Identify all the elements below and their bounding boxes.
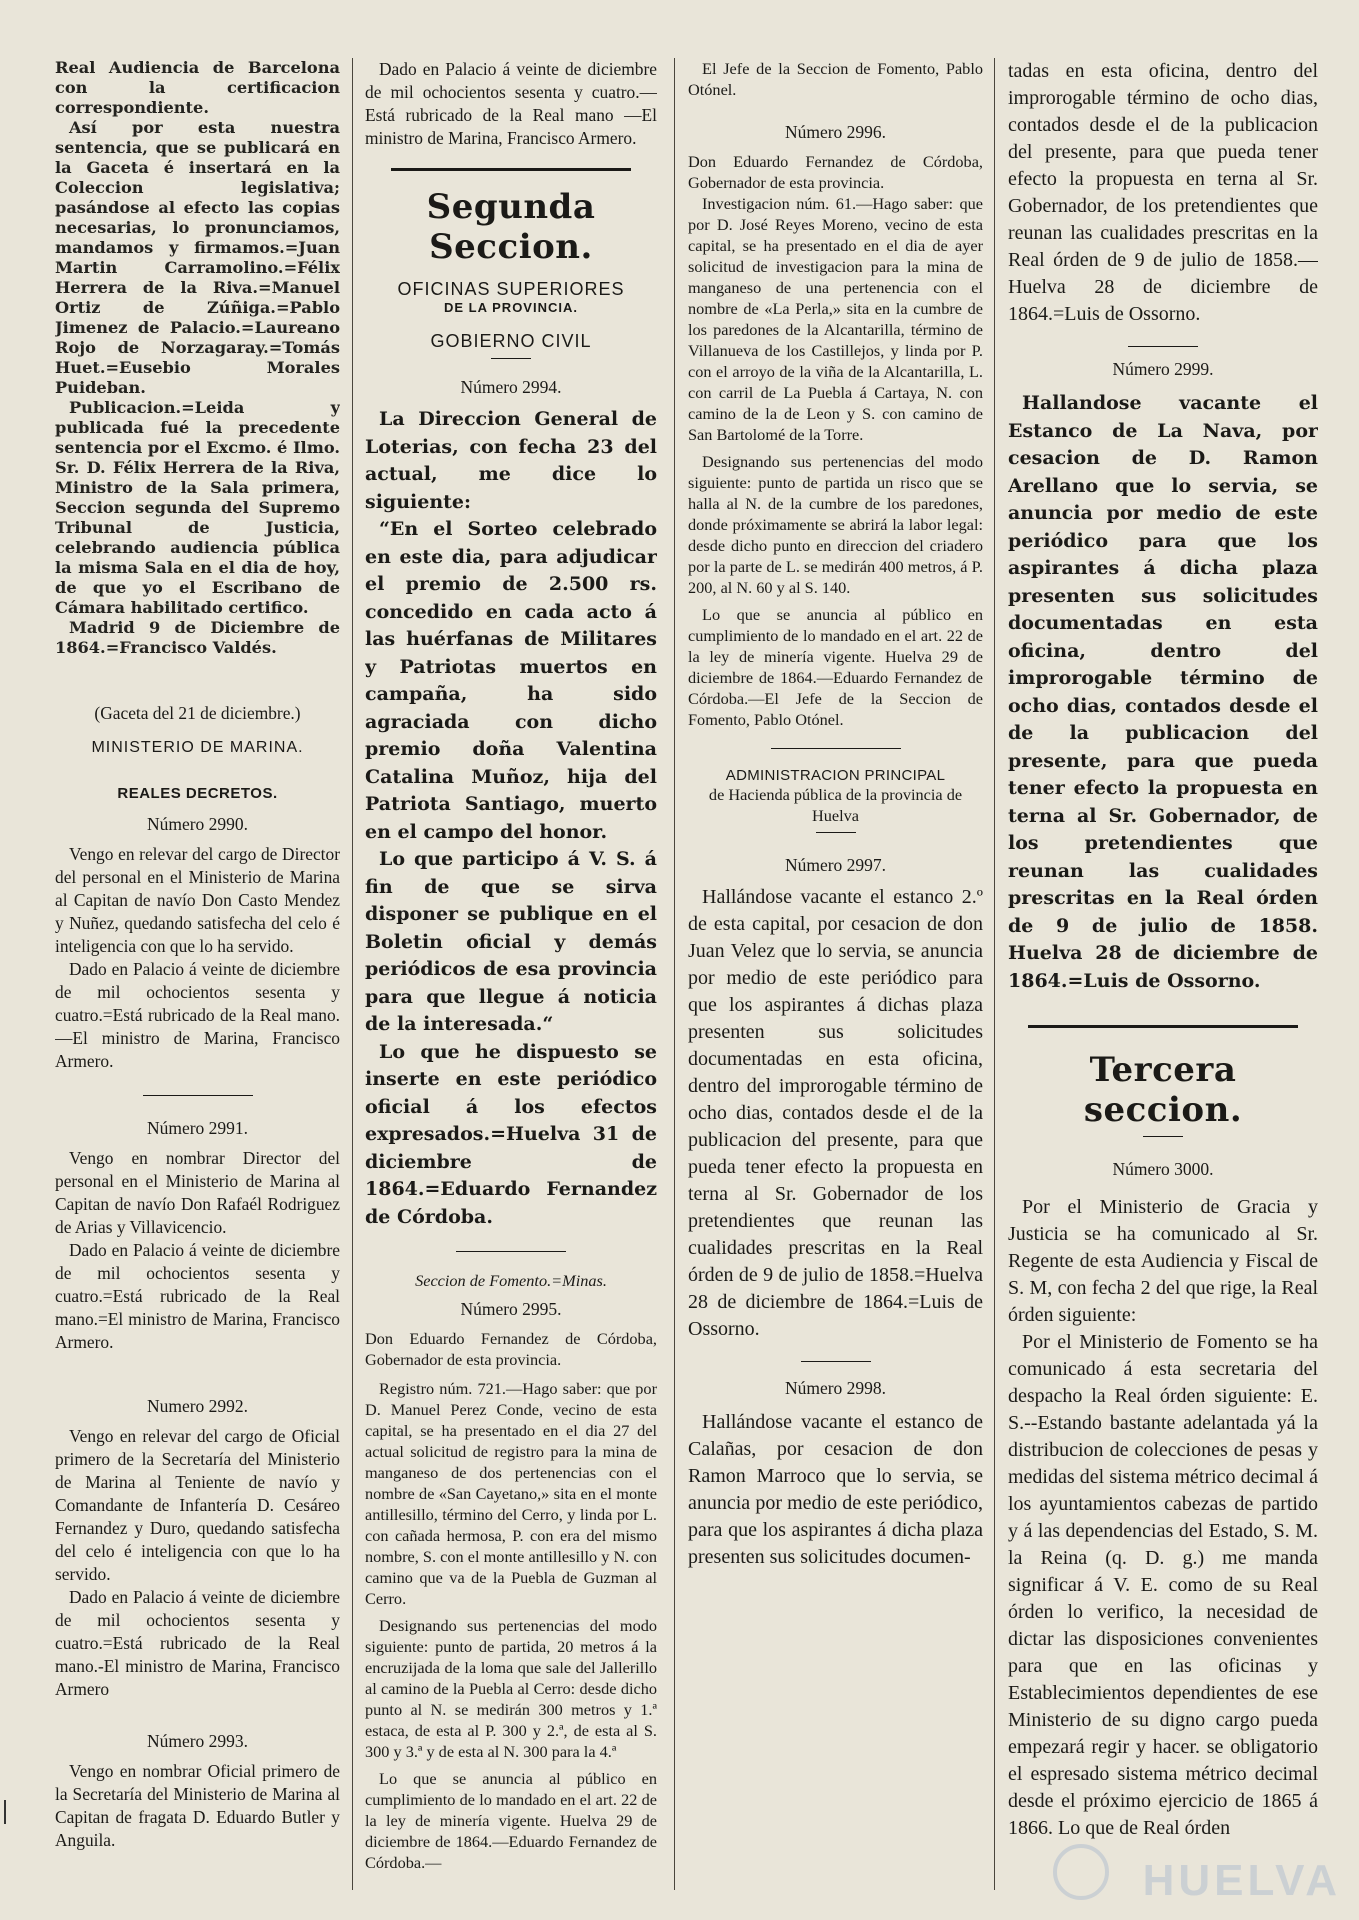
item-number: Número 2999. (1112, 359, 1214, 379)
item-number: Numero 2992. (146, 1396, 249, 1416)
subsection-heading: Seccion de Fomento.=Minas. (415, 1271, 607, 1290)
item-number: Número 2997. (784, 855, 887, 875)
office-heading: OFICINAS SUPERIORES (397, 279, 625, 299)
text-paragraph: Dado en Palacio á veinte de diciembre de mil ochocientos sesenta y cuatro.=Está rubricado de la Real mano.-El ministro de Marina, Francisco Armero (55, 1587, 340, 1699)
column-4 (1008, 58, 1318, 1904)
office-heading: GOBIERNO CIVIL (430, 331, 592, 351)
item-number: Número 2990. (146, 814, 249, 834)
text-paragraph: Don Eduardo Fernandez de Córdoba, Gobernador de esta provincia. (365, 1329, 657, 1369)
item-number: Número 2991. (146, 1118, 249, 1138)
text-paragraph: Vengo en relevar del cargo de Oficial primero de la Secretaría del Ministerio de Marina al Teniente de navío y Comandante de Infantería D. Cesáreo Fernandez y Duro, quedando satisfecha del celo é inteligencia con que lo ha servido. (55, 1426, 340, 1584)
item-number: Número 2998. (784, 1378, 887, 1398)
column-rule (994, 58, 995, 1890)
section-title: Tercera seccion. (1083, 1050, 1243, 1130)
text-paragraph: Designando sus pertenencias del modo siguiente: punto de partida, 20 metros á la encruzijada de la loma que sale del Jallerillo al camino de la Puebla al Cerro: desde dicho punto al N. se medirán 300 metros y 1.ª estaca, de esta al P. 300 y 2.ª, de esta al S. 300 y 3.ª y de esta al N. 300 para la 4.ª (365, 1616, 657, 1761)
text-paragraph: Lo que participo á V. S. á fin de que se sirva disponer se publique en el Boletin oficial y demás periódicos de esa provincia para que llegue á noticia de la interesada.“ (365, 848, 657, 1035)
text-paragraph: El Jefe de la Seccion de Fomento, Pablo Otónel. (688, 59, 983, 99)
text-paragraph: Madrid 9 de Diciembre de 1864.=Francisco Valdés. (55, 618, 340, 657)
item-number: Número 2996. (784, 122, 887, 142)
section-title: Segunda Seccion. (426, 187, 596, 267)
item-number: Número 2995. (460, 1299, 562, 1319)
text-paragraph: Designando sus pertenencias del modo siguiente: punto de partida un risco que se halla al N. de la cumbre de los paredones, donde próximamente se abrirá la labor legal: desde dicho punto en direccion del criadero por la parte de L. se medirán 400 metros, á P. 200, al N. 60 y al S. 140. (688, 452, 983, 597)
text-paragraph: Hallandose vacante el Estanco de La Nava, por cesacion de D. Ramon Arellano que lo servia, se anuncia por medio de este periódico para que los aspirantes á dicha plaza presenten sus solicitudes documentadas en esta oficina, dentro del improrogable término de ocho dias, contados desde el de la publicacion del presente, para que pueda tener efecto la propuesta en terna al Sr. Gobernador, de los pretendientes que reunan las cualidades prescritas en la Real órden de 9 de julio de 1858. Huelva 28 de diciembre de 1864.=Luis de Ossorno. (1008, 392, 1318, 992)
text-paragraph: “En el Sorteo celebrado en este dia, para adjudicar el premio de 2.500 rs. concedido en cada acto á las huérfanas de Militares y Patriotas muertos en campaña, ha sido agraciada con dicho premio doña Valentina Catalina Muñoz, hija del Patriota Santiago, muerto en el campo del honor. (365, 518, 657, 843)
text-paragraph: La Direccion General de Loterias, con fecha 23 del actual, me dice lo siguiente: (365, 408, 657, 513)
margin-mark (4, 1800, 6, 1824)
text-paragraph: Publicacion.=Leida y publicada fué la precedente sentencia por el Excmo. é Ilmo. Sr. D. Félix Herrera de la Riva, Ministro de la Sala primera, Seccion segunda del Supremo Tribunal de Justicia, celebrando audiencia pública la misma Sala en el dia de hoy, de que yo el Escribano de Cámara habilitado certifico. (55, 398, 340, 617)
office-subheading: DE LA PROVINCIA. (444, 300, 578, 315)
item-number: Número 2994. (460, 377, 562, 397)
text-paragraph: Por el Ministerio de Gracia y Justicia se ha comunicado al Sr. Regente de esta Audiencia y Fiscal de S. M, con fecha 2 del que rige, la Real órden siguiente: (1008, 1196, 1318, 1326)
column-2 (365, 58, 657, 1904)
office-subheading: de Hacienda pública de la provincia de Huelva (708, 785, 963, 825)
office-heading: ADMINISTRACION PRINCIPAL (725, 767, 946, 784)
text-paragraph: Real Audiencia de Barcelona con la certificacion correspondiente. (55, 58, 340, 117)
watermark: HUELVA (1142, 1856, 1341, 1905)
text-paragraph: Así por esta nuestra sentencia, que se publicará en la Gaceta é insertará en la Coleccion legislativa; pasándose al efecto las copias necesarias, lo pronunciamos, mandamos y firmamos.=Juan Martin Carramolino.=Félix Herrera de la Riva.=Manuel Ortiz de Zúñiga.=Pablo Jimenez de Palacio.=Laureano Rojo de Norzagaray.=Tomás Huet.=Eusebio Morales Puideban. (55, 118, 340, 397)
text-paragraph: Hallándose vacante el estanco de Calañas, por cesacion de don Ramon Marroco que lo servia, se anuncia por medio de este periódico, para que los aspirantes á dicha plaza presenten sus solicitudes documen- (688, 1411, 983, 1568)
column-rule (674, 58, 675, 1890)
text-paragraph: Vengo en relevar del cargo de Director del personal en el Ministerio de Marina al Capitan de navío Don Casto Mendez y Nuñez, quedando satisfecha del celo é inteligencia con que lo ha servido. (55, 844, 340, 956)
text-paragraph: Lo que se anuncia al público en cumplimiento de lo mandado en el art. 22 de la ley de minería vigente. Huelva 29 de diciembre de 1864.—Eduardo Fernandez de Córdoba.—El Jefe de la Seccion de Fomento, Pablo Otónel. (688, 605, 983, 729)
text-paragraph: Investigacion núm. 61.—Hago saber: que por D. José Reyes Moreno, vecino de esta capital, se ha presentado en el dia de ayer solicitud de investigacion para la mina de manganeso de una pertenencia con el nombre de «La Perla,» sita en la cumbre de los paredones de la Alcantarilla, término de Villanueva de los Castillejos, y linda por P. con el arroyo de la viña de la Alcantarilla, L. con carril de La Puebla á Cartaya, N. con camino de la de Leon y S. con camino de San Bartolomé de la Torre. (688, 194, 983, 444)
watermark-logo-icon (1053, 1844, 1109, 1900)
gaceta-date: (Gaceta del 21 de diciembre.) (94, 703, 301, 723)
text-paragraph: Vengo en nombrar Oficial primero de la Secretaría del Ministerio de Marina al Capitan de fragata D. Eduardo Butler y Anguila. (55, 1761, 340, 1850)
column-1 (55, 58, 340, 1904)
text-paragraph: Dado en Palacio á veinte de diciembre de mil ochocientos sesenta y cuatro.=Está rubricado de la Real mano.—El ministro de Marina, Francisco Armero. (55, 959, 340, 1071)
column-3 (688, 58, 983, 1904)
ministry-heading: MINISTERIO DE MARINA. (91, 739, 304, 756)
text-paragraph: Dado en Palacio á veinte de diciembre de mil ochocientos sesenta y cuatro.=Está rubricado de la Real mano.=El ministro de Marina, Francisco Armero. (55, 1240, 340, 1352)
text-paragraph: Lo que he dispuesto se inserte en este periódico oficial á los efectos expresados.=Huelva 31 de diciembre de 1864.=Eduardo Fernandez de Córdoba. (365, 1040, 657, 1228)
text-paragraph: Registro núm. 721.—Hago saber: que por D. Manuel Perez Conde, vecino de esta capital, se ha presentado en el dia 27 del actual solicitud de registro para la mina de manganeso de dos pertenencias con el nombre de «San Cayetano,» sita en el monte antillesillo, término del Cerro, y linda por L. con cañada hermosa, P. con era del mismo nombre, S. con el monte antillesillo y N. con camino que va de la Puebla de Guzman al Cerro. (365, 1379, 657, 1608)
item-number: Número 3000. (1112, 1159, 1214, 1179)
item-number: Número 2993. (146, 1731, 249, 1751)
text-paragraph: tadas en esta oficina, dentro del improrogable término de ocho dias, contados desde el de la publicacion del presente, para que pueda tener efecto la propuesta en terna al Sr. Gobernador, de los pretendientes que reunan las cualidades prescritas en la Real órden de 9 de julio de 1858.—Huelva 28 de diciembre de 1864.=Luis de Ossorno. (1008, 60, 1318, 325)
text-paragraph: Hallándose vacante el estanco 2.º de esta capital, por cesacion de don Juan Velez que lo servia, se anuncia por medio de este periódico para que los aspirantes á dichas plaza presenten sus solicitudes documentadas en esta oficina, dentro del improrogable término de ocho dias, contados desde el de la publicacion del presente, para que pueda tener efecto la propuesta en terna al Sr. Gobernador de los pretendientes que reunan las cualidades prescritas en la Real órden de 9 de julio de 1858.=Huelva 28 de diciembre de 1864.=Luis de Ossorno. (688, 886, 983, 1340)
text-paragraph: Vengo en nombrar Director del personal en el Ministerio de Marina al Capitan de navío Don Rafaél Rodriguez de Arias y Villavicencio. (55, 1148, 340, 1237)
text-paragraph: Dado en Palacio á veinte de diciembre de mil ochocientos sesenta y cuatro.—Está rubricado de la Real mano —El ministro de Marina, Francisco Armero. (365, 59, 657, 148)
column-rule (352, 58, 353, 1890)
text-paragraph: Lo que se anuncia al público en cumplimiento de lo mandado en el art. 22 de la ley de minería vigente. Huelva 29 de diciembre de 1864.—Eduardo Fernandez de Córdoba.— (365, 1769, 657, 1872)
text-paragraph: Don Eduardo Fernandez de Córdoba, Gobernador de esta provincia. (688, 152, 983, 192)
section-heading: REALES DECRETOS. (117, 785, 278, 802)
text-paragraph: Por el Ministerio de Fomento se ha comunicado á esta secretaria del despacho la Real órden siguiente: E. S.--Estando bastante adelantada yá la distribucion de colecciones de pesas y medidas del sistema métrico decimal á los ayuntamientos cabezas de partido y á las dependencias del Estado, S. M. la Reina (q. D. g.) me manda significar á V. E. como de su Real órden lo verifico, la necesidad de dictar las disposiciones convenientes para que en las oficinas y Establecimientos dependientes de ese Ministerio de su digno cargo pueda empezará regir y hacer. se obligatorio el espresado sistema métrico decimal desde el próximo ejercicio de 1865 á 1866. Lo que de Real órden (1008, 1331, 1318, 1839)
